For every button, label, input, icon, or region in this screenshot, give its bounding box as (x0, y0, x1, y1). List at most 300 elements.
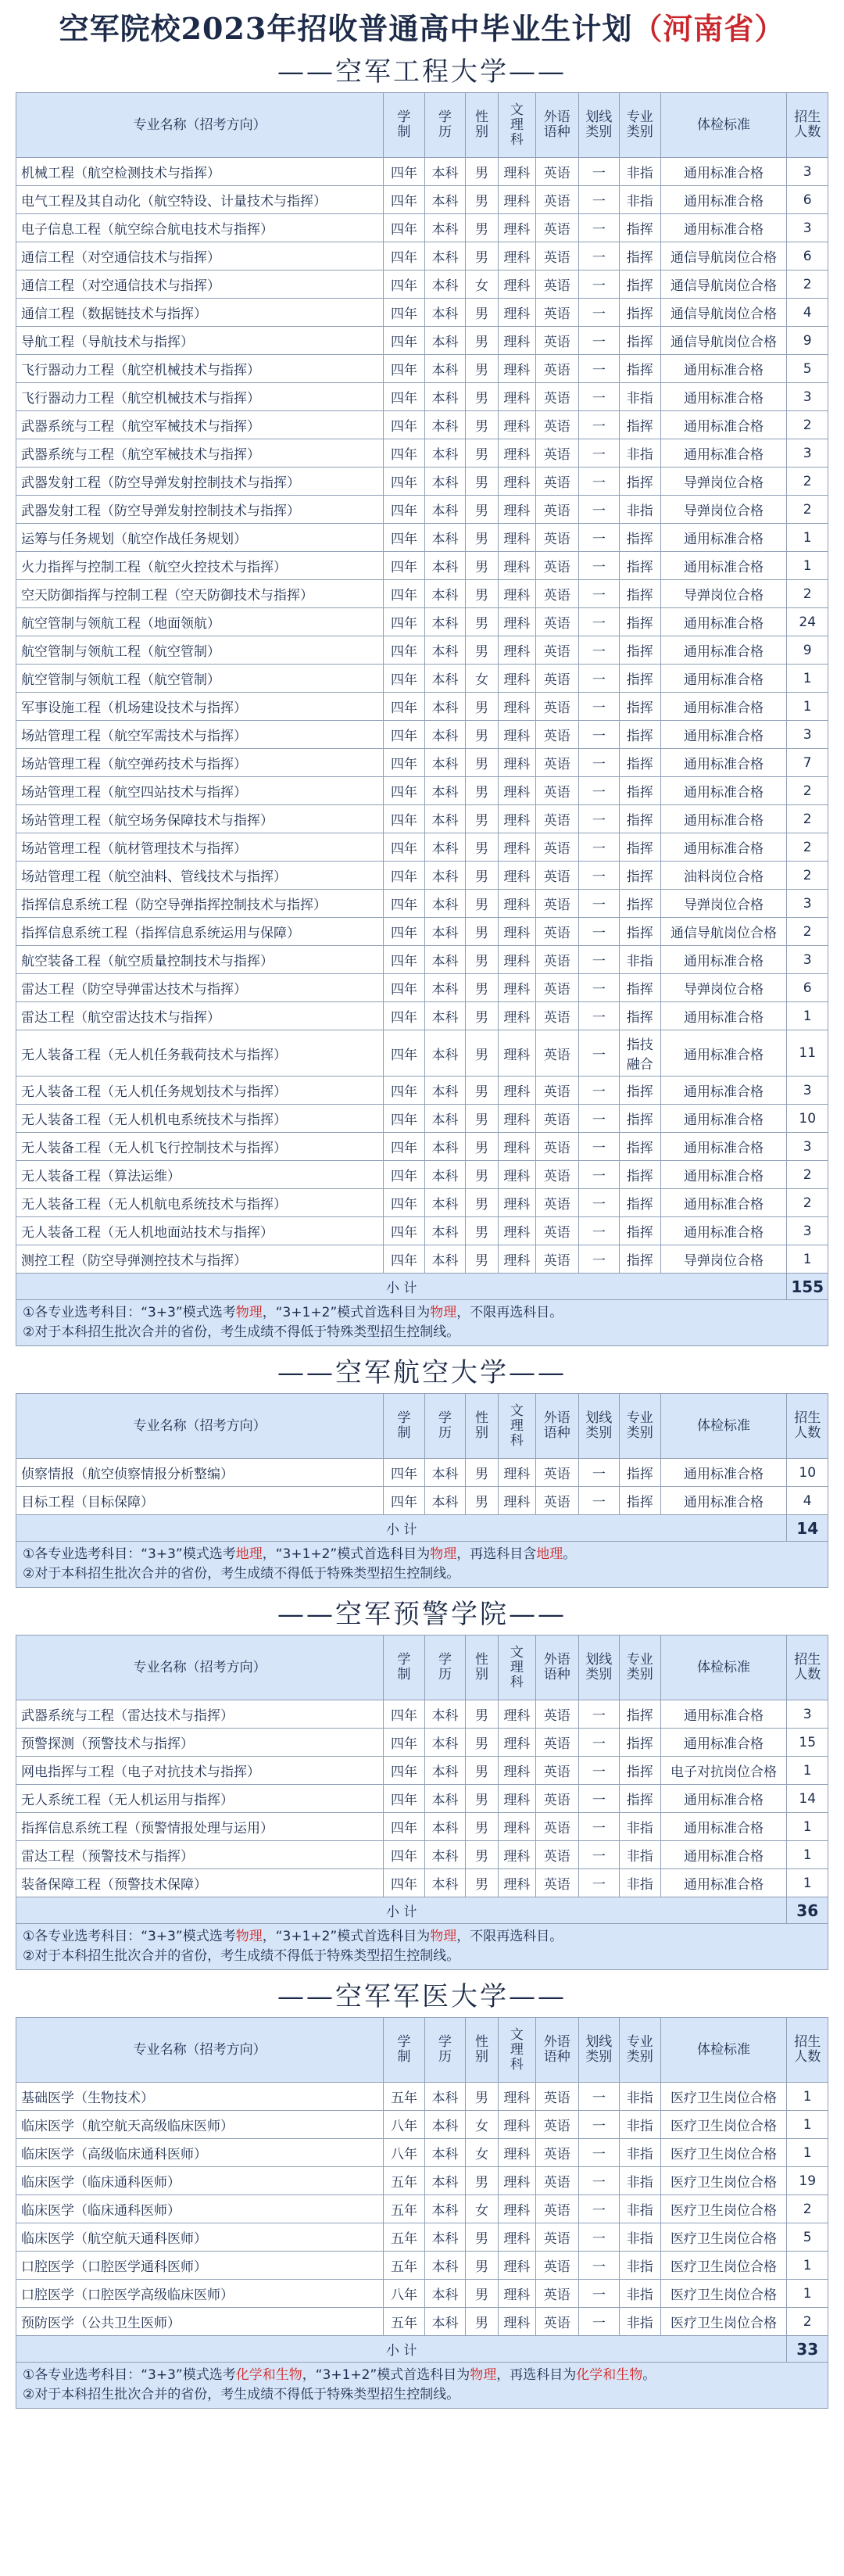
cell-line-category: 一 (578, 1105, 619, 1133)
cell-degree: 本科 (424, 2223, 465, 2252)
table-row (16, 2308, 828, 2336)
cell-language: 英语 (535, 242, 578, 270)
cell-duration: 四年 (384, 777, 424, 805)
cell-line-category: 一 (578, 468, 619, 496)
cell-degree: 本科 (424, 636, 465, 665)
cell-quota: 5 (787, 355, 828, 383)
cell-language: 英语 (535, 805, 578, 833)
cell-major-category: 指挥 (620, 665, 660, 693)
cell-line-category: 一 (578, 2280, 619, 2308)
cell-gender: 男 (466, 1487, 499, 1515)
cell-line-category: 一 (578, 890, 619, 918)
cell-physical-standard: 油料岗位合格 (660, 862, 787, 890)
table-row (16, 833, 828, 862)
cell-track: 理科 (498, 186, 535, 214)
cell-quota: 2 (787, 918, 828, 946)
cell-quota: 4 (787, 1487, 828, 1515)
cell-line-category: 一 (578, 1757, 619, 1785)
cell-major: 武器系统与工程（雷达技术与指挥） (16, 1700, 384, 1729)
cell-physical-standard: 通信导航岗位合格 (660, 242, 787, 270)
cell-gender: 男 (466, 1841, 499, 1869)
note-text: ②对于本科招生批次合并的省份，考生成绩不得低于特殊类型招生控制线。 (23, 1324, 460, 1340)
header-language: 外语 语种 (535, 1636, 578, 1700)
cell-quota: 10 (787, 1105, 828, 1133)
note-text: ，“3+1+2”模式首选科目为 (302, 2367, 470, 2383)
table-body (16, 2083, 828, 2363)
cell-degree: 本科 (424, 665, 465, 693)
cell-duration: 四年 (384, 214, 424, 242)
cell-line-category: 一 (578, 693, 619, 721)
cell-major: 场站管理工程（航材管理技术与指挥） (16, 833, 384, 862)
cell-major-category: 指挥 (620, 693, 660, 721)
cell-duration: 四年 (384, 1700, 424, 1729)
table-row (16, 2139, 828, 2167)
cell-degree: 本科 (424, 1161, 465, 1189)
cell-physical-standard: 通用标准合格 (660, 186, 787, 214)
cell-track: 理科 (498, 2111, 535, 2139)
cell-degree: 本科 (424, 327, 465, 355)
cell-physical-standard: 医疗卫生岗位合格 (660, 2111, 787, 2139)
cell-line-category: 一 (578, 1841, 619, 1869)
cell-quota: 2 (787, 580, 828, 608)
cell-quota: 3 (787, 1217, 828, 1245)
section-title: ——空军工程大学—— (277, 56, 567, 88)
header-language: 外语 语种 (535, 93, 578, 158)
cell-physical-standard: 导弹岗位合格 (660, 496, 787, 524)
header-degree: 学 历 (424, 2018, 465, 2083)
header-row (16, 2018, 828, 2083)
cell-degree: 本科 (424, 862, 465, 890)
cell-degree: 本科 (424, 2308, 465, 2336)
cell-gender: 男 (466, 946, 499, 974)
cell-track: 理科 (498, 355, 535, 383)
cell-duration: 四年 (384, 1785, 424, 1813)
cell-gender: 男 (466, 158, 499, 186)
cell-major-category: 非指 (620, 2167, 660, 2195)
cell-physical-standard: 通信导航岗位合格 (660, 918, 787, 946)
cell-language: 英语 (535, 524, 578, 552)
cell-major: 临床医学（临床通科医师） (16, 2195, 384, 2223)
cell-quota: 3 (787, 1700, 828, 1729)
cell-track: 理科 (498, 1105, 535, 1133)
cell-physical-standard: 导弹岗位合格 (660, 468, 787, 496)
cell-duration: 四年 (384, 1077, 424, 1105)
cell-major-category: 非指 (620, 383, 660, 411)
header-line-category: 划线 类别 (578, 93, 619, 158)
cell-major-category: 非指 (620, 496, 660, 524)
cell-major: 无人装备工程（无人机地面站技术与指挥） (16, 1217, 384, 1245)
table-row (16, 805, 828, 833)
cell-line-category: 一 (578, 862, 619, 890)
cell-major-category: 非指 (620, 1841, 660, 1869)
cell-physical-standard: 通用标准合格 (660, 946, 787, 974)
cell-major-category: 指挥 (620, 608, 660, 636)
cell-gender: 女 (466, 2111, 499, 2139)
cell-gender: 男 (466, 2280, 499, 2308)
cell-gender: 男 (466, 1217, 499, 1245)
cell-physical-standard: 通用标准合格 (660, 1700, 787, 1729)
cell-duration: 八年 (384, 2280, 424, 2308)
cell-language: 英语 (535, 749, 578, 777)
table-row (16, 1161, 828, 1189)
cell-physical-standard: 医疗卫生岗位合格 (660, 2280, 787, 2308)
table-row (16, 214, 828, 242)
section-notes (16, 1542, 828, 1588)
cell-duration: 四年 (384, 158, 424, 186)
cell-major-category: 指挥 (620, 580, 660, 608)
cell-quota: 2 (787, 862, 828, 890)
note-text: ②对于本科招生批次合并的省份，考生成绩不得低于特殊类型招生控制线。 (23, 2387, 460, 2402)
cell-degree: 本科 (424, 1700, 465, 1729)
cell-major-category: 指挥 (620, 270, 660, 299)
header-major-category: 专业 类别 (620, 93, 660, 158)
cell-gender: 男 (466, 636, 499, 665)
cell-major: 无人装备工程（无人机航电系统技术与指挥） (16, 1189, 384, 1217)
cell-language: 英语 (535, 439, 578, 468)
table-body (16, 1700, 828, 1924)
cell-physical-standard: 通用标准合格 (660, 608, 787, 636)
cell-major-category: 指挥 (620, 974, 660, 1002)
note-text: ②对于本科招生批次合并的省份，考生成绩不得低于特殊类型招生控制线。 (23, 1948, 460, 1964)
cell-line-category: 一 (578, 1161, 619, 1189)
header-line-category: 划线 类别 (578, 1394, 619, 1459)
cell-track: 理科 (498, 1785, 535, 1813)
header-gender: 性 别 (466, 1636, 499, 1700)
cell-quota: 2 (787, 1161, 828, 1189)
note-text: ②对于本科招生批次合并的省份，考生成绩不得低于特殊类型招生控制线。 (23, 1566, 460, 1582)
subtotal-value: 155 (787, 1274, 828, 1300)
table-row (16, 665, 828, 693)
cell-degree: 本科 (424, 496, 465, 524)
cell-track: 理科 (498, 524, 535, 552)
cell-quota: 2 (787, 2195, 828, 2223)
table-header (16, 2018, 828, 2083)
cell-line-category: 一 (578, 1813, 619, 1841)
cell-physical-standard: 通用标准合格 (660, 552, 787, 580)
cell-gender: 男 (466, 2308, 499, 2336)
cell-degree: 本科 (424, 2111, 465, 2139)
cell-language: 英语 (535, 496, 578, 524)
cell-language: 英语 (535, 2111, 578, 2139)
cell-degree: 本科 (424, 1077, 465, 1105)
cell-quota: 1 (787, 693, 828, 721)
subtotal-label: 小 计 (16, 1515, 787, 1542)
cell-major: 航空装备工程（航空质量控制技术与指挥） (16, 946, 384, 974)
cell-major: 侦察情报（航空侦察情报分析整编） (16, 1459, 384, 1487)
cell-physical-standard: 通用标准合格 (660, 411, 787, 439)
cell-degree: 本科 (424, 974, 465, 1002)
table-row (16, 1133, 828, 1161)
cell-degree: 本科 (424, 1030, 465, 1077)
cell-major-category: 指挥 (620, 1105, 660, 1133)
header-major: 专业名称（招考方向） (16, 1394, 384, 1459)
cell-degree: 本科 (424, 524, 465, 552)
header-track: 文 理 科 (498, 93, 535, 158)
cell-degree: 本科 (424, 608, 465, 636)
cell-gender: 男 (466, 439, 499, 468)
cell-language: 英语 (535, 2223, 578, 2252)
cell-major-category: 非指 (620, 2139, 660, 2167)
cell-major: 火力指挥与控制工程（航空火控技术与指挥） (16, 552, 384, 580)
cell-track: 理科 (498, 2139, 535, 2167)
cell-quota: 2 (787, 411, 828, 439)
note-highlight: 物理 (430, 1305, 457, 1320)
cell-major-category: 非指 (620, 2252, 660, 2280)
cell-duration: 四年 (384, 355, 424, 383)
header-degree: 学 历 (424, 1394, 465, 1459)
cell-gender: 男 (466, 749, 499, 777)
cell-quota: 1 (787, 524, 828, 552)
cell-major: 通信工程（对空通信技术与指挥） (16, 270, 384, 299)
cell-degree: 本科 (424, 1869, 465, 1897)
cell-physical-standard: 通用标准合格 (660, 721, 787, 749)
header-quota: 招生 人数 (787, 1636, 828, 1700)
cell-language: 英语 (535, 158, 578, 186)
cell-line-category: 一 (578, 749, 619, 777)
cell-degree: 本科 (424, 1487, 465, 1515)
header-row (16, 1636, 828, 1700)
cell-language: 英语 (535, 777, 578, 805)
cell-line-category: 一 (578, 1077, 619, 1105)
cell-physical-standard: 通用标准合格 (660, 805, 787, 833)
subtotal-label: 小 计 (16, 1897, 787, 1924)
cell-track: 理科 (498, 1813, 535, 1841)
header-major-category: 专业 类别 (620, 1636, 660, 1700)
cell-major-category: 指技 融合 (620, 1030, 660, 1077)
cell-quota: 3 (787, 158, 828, 186)
subtotal-label: 小 计 (16, 2336, 787, 2363)
cell-physical-standard: 通用标准合格 (660, 524, 787, 552)
plan-table (16, 1635, 828, 1924)
cell-quota: 2 (787, 833, 828, 862)
cell-degree: 本科 (424, 299, 465, 327)
cell-physical-standard: 导弹岗位合格 (660, 974, 787, 1002)
header-gender: 性 别 (466, 2018, 499, 2083)
cell-line-category: 一 (578, 2167, 619, 2195)
header-major-category: 专业 类别 (620, 1394, 660, 1459)
cell-quota: 11 (787, 1030, 828, 1077)
section-title: ——空军航空大学—— (277, 1357, 567, 1388)
cell-gender: 男 (466, 1161, 499, 1189)
section-notes (16, 1300, 828, 1346)
cell-language: 英语 (535, 1757, 578, 1785)
cell-major: 通信工程（数据链技术与指挥） (16, 299, 384, 327)
cell-language: 英语 (535, 2280, 578, 2308)
cell-duration: 五年 (384, 2195, 424, 2223)
cell-language: 英语 (535, 862, 578, 890)
cell-track: 理科 (498, 890, 535, 918)
cell-physical-standard: 通用标准合格 (660, 1002, 787, 1030)
cell-quota: 7 (787, 749, 828, 777)
cell-quota: 3 (787, 214, 828, 242)
cell-track: 理科 (498, 1161, 535, 1189)
cell-gender: 男 (466, 496, 499, 524)
cell-gender: 男 (466, 1189, 499, 1217)
cell-duration: 四年 (384, 524, 424, 552)
cell-gender: 男 (466, 721, 499, 749)
cell-degree: 本科 (424, 2139, 465, 2167)
header-quota: 招生 人数 (787, 93, 828, 158)
cell-major: 导航工程（导航技术与指挥） (16, 327, 384, 355)
cell-physical-standard: 通用标准合格 (660, 1161, 787, 1189)
cell-quota: 1 (787, 665, 828, 693)
cell-duration: 八年 (384, 2139, 424, 2167)
cell-quota: 2 (787, 805, 828, 833)
table-row (16, 2111, 828, 2139)
cell-physical-standard: 医疗卫生岗位合格 (660, 2083, 787, 2111)
cell-physical-standard: 通用标准合格 (660, 1105, 787, 1133)
table-row (16, 777, 828, 805)
cell-duration: 四年 (384, 1841, 424, 1869)
cell-gender: 男 (466, 1077, 499, 1105)
table-row (16, 1459, 828, 1487)
cell-gender: 男 (466, 1133, 499, 1161)
cell-track: 理科 (498, 777, 535, 805)
cell-line-category: 一 (578, 2308, 619, 2336)
table-row (16, 383, 828, 411)
cell-language: 英语 (535, 1030, 578, 1077)
cell-physical-standard: 导弹岗位合格 (660, 1245, 787, 1274)
cell-quota: 10 (787, 1459, 828, 1487)
cell-track: 理科 (498, 552, 535, 580)
cell-degree: 本科 (424, 468, 465, 496)
cell-language: 英语 (535, 1487, 578, 1515)
cell-language: 英语 (535, 2083, 578, 2111)
cell-gender: 男 (466, 186, 499, 214)
cell-language: 英语 (535, 693, 578, 721)
note-line (23, 2385, 821, 2405)
cell-language: 英语 (535, 1841, 578, 1869)
table-row (16, 749, 828, 777)
cell-quota: 2 (787, 777, 828, 805)
cell-language: 英语 (535, 327, 578, 355)
cell-major-category: 非指 (620, 2195, 660, 2223)
cell-language: 英语 (535, 1245, 578, 1274)
cell-track: 理科 (498, 833, 535, 862)
cell-physical-standard: 通用标准合格 (660, 749, 787, 777)
subtotal-row (16, 1274, 828, 1300)
cell-major-category: 非指 (620, 2111, 660, 2139)
cell-quota: 2 (787, 270, 828, 299)
cell-gender: 男 (466, 833, 499, 862)
cell-physical-standard: 通用标准合格 (660, 1217, 787, 1245)
cell-line-category: 一 (578, 974, 619, 1002)
cell-major: 空天防御指挥与控制工程（空天防御技术与指挥） (16, 580, 384, 608)
table-row (16, 890, 828, 918)
cell-line-category: 一 (578, 383, 619, 411)
cell-track: 理科 (498, 665, 535, 693)
cell-duration: 五年 (384, 2083, 424, 2111)
cell-line-category: 一 (578, 524, 619, 552)
table-row (16, 1189, 828, 1217)
cell-track: 理科 (498, 1217, 535, 1245)
header-track: 文 理 科 (498, 1394, 535, 1459)
cell-major-category: 指挥 (620, 1245, 660, 1274)
cell-major: 武器发射工程（防空导弹发射控制技术与指挥） (16, 468, 384, 496)
cell-physical-standard: 通用标准合格 (660, 1077, 787, 1105)
cell-language: 英语 (535, 2139, 578, 2167)
cell-language: 英语 (535, 665, 578, 693)
table-row (16, 411, 828, 439)
cell-line-category: 一 (578, 270, 619, 299)
table-row (16, 158, 828, 186)
plan-table (16, 1393, 828, 1542)
table-row (16, 2167, 828, 2195)
cell-major-category: 指挥 (620, 805, 660, 833)
cell-quota: 3 (787, 890, 828, 918)
cell-major: 军事设施工程（机场建设技术与指挥） (16, 693, 384, 721)
note-text: ①各专业选考科目：“3+3”模式选考 (23, 2367, 236, 2383)
cell-line-category: 一 (578, 777, 619, 805)
cell-degree: 本科 (424, 2280, 465, 2308)
cell-major-category: 指挥 (620, 749, 660, 777)
cell-degree: 本科 (424, 1105, 465, 1133)
cell-quota: 2 (787, 468, 828, 496)
cell-line-category: 一 (578, 721, 619, 749)
header-degree: 学 历 (424, 93, 465, 158)
cell-quota: 3 (787, 383, 828, 411)
cell-degree: 本科 (424, 2083, 465, 2111)
table-row (16, 1785, 828, 1813)
cell-quota: 2 (787, 2308, 828, 2336)
cell-quota: 2 (787, 496, 828, 524)
cell-line-category: 一 (578, 2195, 619, 2223)
cell-duration: 四年 (384, 1105, 424, 1133)
cell-duration: 四年 (384, 299, 424, 327)
table-row (16, 1700, 828, 1729)
cell-physical-standard: 通用标准合格 (660, 1841, 787, 1869)
subtotal-value: 14 (787, 1515, 828, 1542)
cell-line-category: 一 (578, 214, 619, 242)
cell-major-category: 非指 (620, 2083, 660, 2111)
cell-line-category: 一 (578, 1133, 619, 1161)
header-language: 外语 语种 (535, 1394, 578, 1459)
cell-track: 理科 (498, 1729, 535, 1757)
sections-container (0, 56, 844, 2409)
cell-major: 场站管理工程（航空四站技术与指挥） (16, 777, 384, 805)
cell-gender: 男 (466, 918, 499, 946)
cell-language: 英语 (535, 580, 578, 608)
cell-duration: 四年 (384, 946, 424, 974)
section-title: ——空军军医大学—— (277, 1981, 567, 2012)
cell-quota: 1 (787, 2280, 828, 2308)
cell-physical-standard: 通用标准合格 (660, 636, 787, 665)
cell-quota: 1 (787, 1757, 828, 1785)
subtotal-row (16, 1515, 828, 1542)
plan-table (16, 2017, 828, 2363)
subtotal-row (16, 2336, 828, 2363)
cell-degree: 本科 (424, 270, 465, 299)
header-duration: 学 制 (384, 1636, 424, 1700)
cell-major-category: 指挥 (620, 1002, 660, 1030)
cell-language: 英语 (535, 1785, 578, 1813)
cell-duration: 四年 (384, 890, 424, 918)
cell-degree: 本科 (424, 1217, 465, 1245)
cell-gender: 男 (466, 777, 499, 805)
cell-physical-standard: 通用标准合格 (660, 158, 787, 186)
cell-gender: 男 (466, 693, 499, 721)
cell-major: 场站管理工程（航空场务保障技术与指挥） (16, 805, 384, 833)
cell-track: 理科 (498, 1002, 535, 1030)
cell-major-category: 非指 (620, 2308, 660, 2336)
cell-major-category: 指挥 (620, 411, 660, 439)
cell-major: 雷达工程（防空导弹雷达技术与指挥） (16, 974, 384, 1002)
cell-gender: 男 (466, 1813, 499, 1841)
cell-major: 通信工程（对空通信技术与指挥） (16, 242, 384, 270)
cell-physical-standard: 通用标准合格 (660, 1869, 787, 1897)
cell-major: 无人装备工程（无人机任务规划技术与指挥） (16, 1077, 384, 1105)
cell-track: 理科 (498, 468, 535, 496)
